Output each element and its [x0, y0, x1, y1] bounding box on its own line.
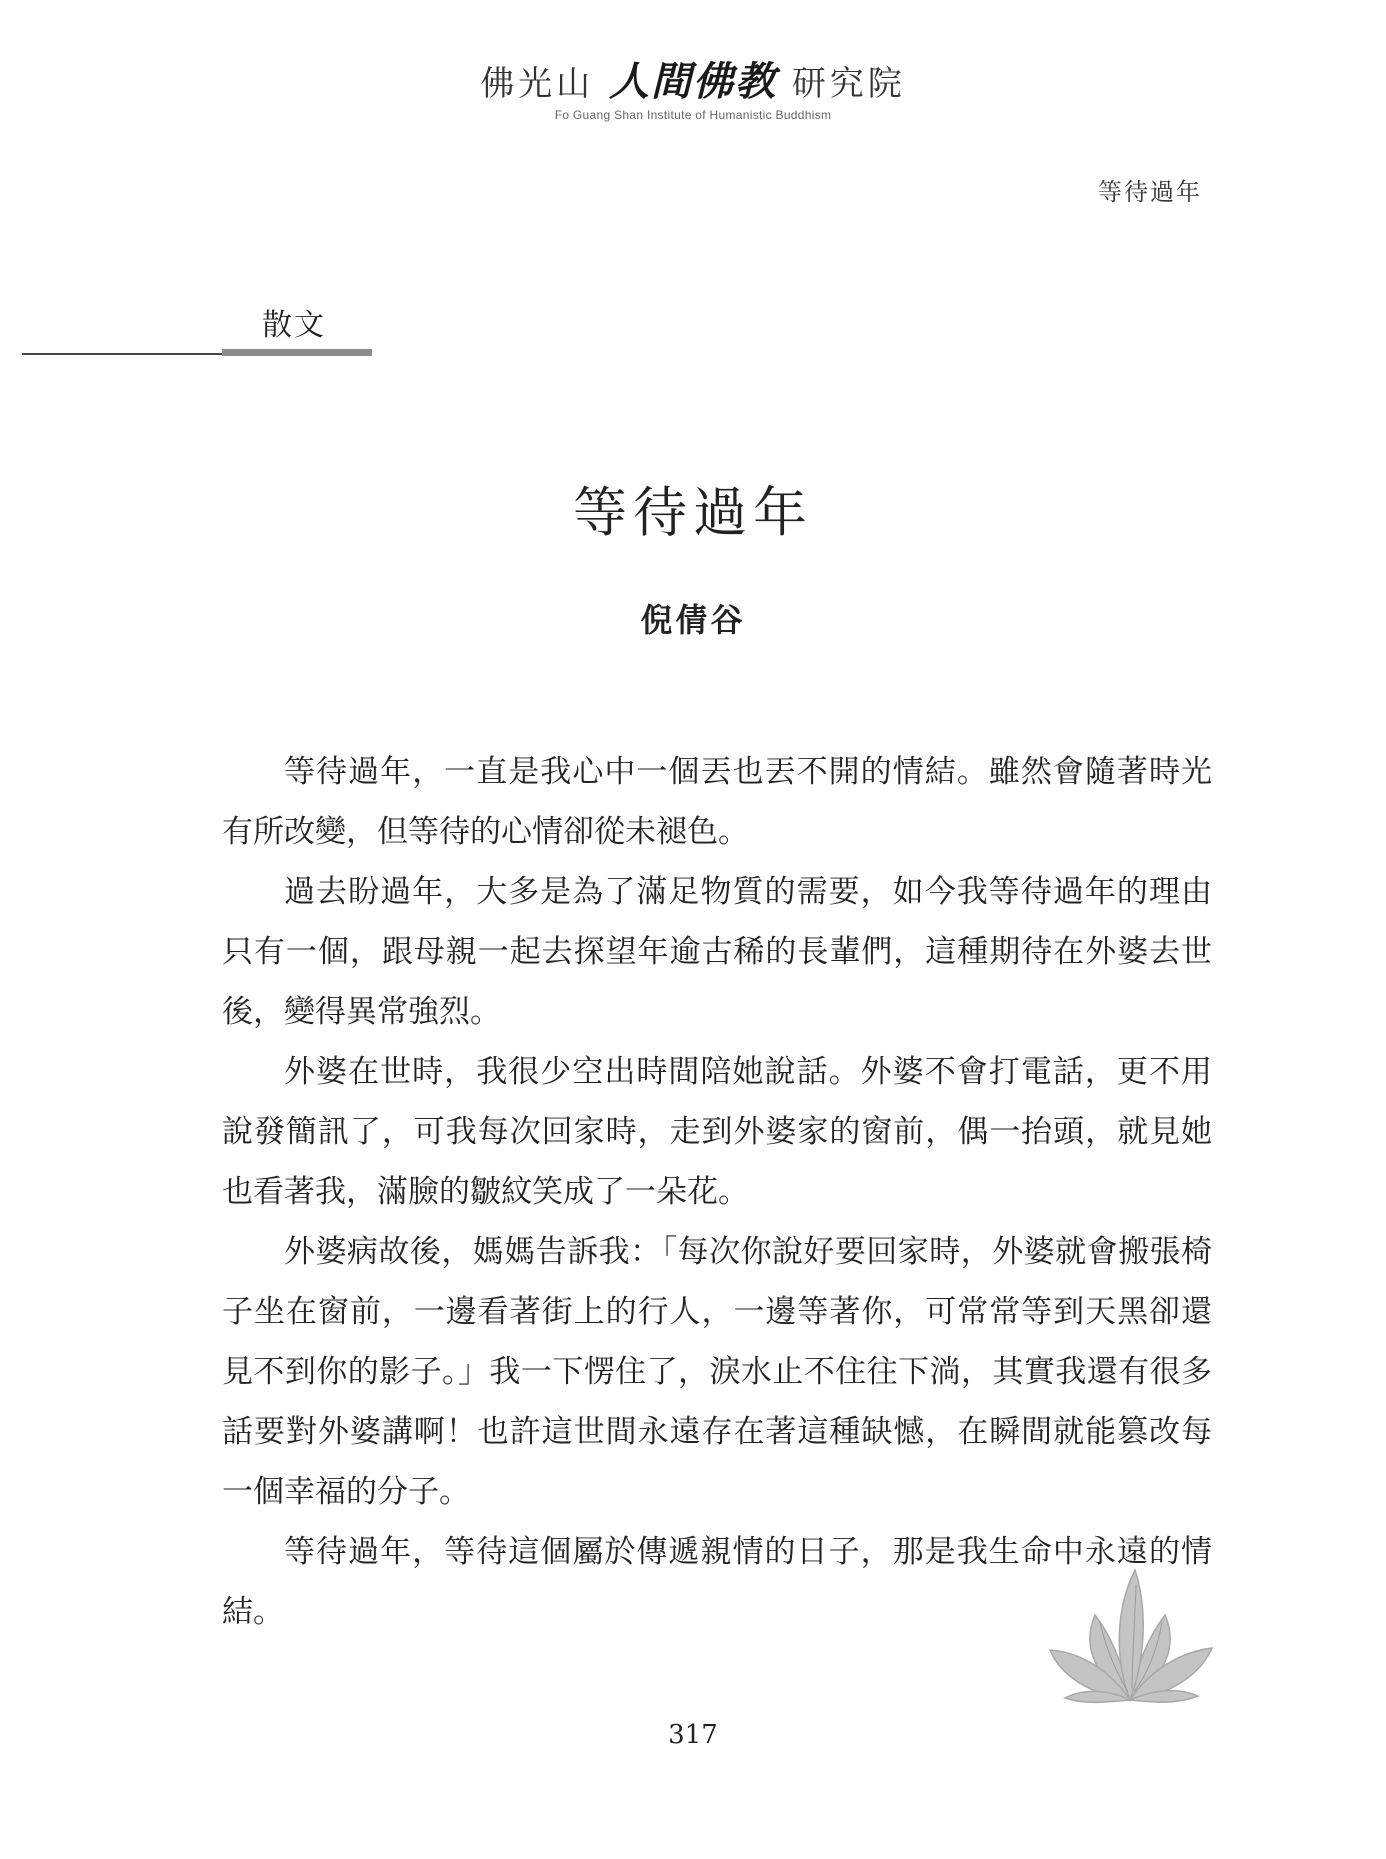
- article-title: 等待過年: [573, 481, 813, 544]
- running-header-title: 等待過年: [1098, 178, 1202, 206]
- paragraph-1: 等待過年，一直是我心中一個丟也丟不開的情結。雖然會隨著時光有所改變，但等待的心情卻從未褪色。: [222, 754, 1212, 850]
- logo-prefix: 佛光山: [480, 64, 595, 104]
- logo-calligraphy: 人間佛教: [609, 58, 777, 105]
- logo-suffix: 研究院: [791, 64, 906, 104]
- lotus-icon: [1040, 1560, 1220, 1710]
- logo-subtitle: Fo Guang Shan Institute of Humanistic Buddhism: [554, 108, 832, 122]
- logo-title: [0, 58, 1386, 105]
- institute-logo: [0, 58, 1386, 122]
- paragraph-2: 過去盼過年，大多是為了滿足物質的需要，如今我等待過年的理由只有一個，跟母親一起去探望年逾古稀的長輩們，這種期待在外婆去世後，變得異常強烈。: [222, 874, 1212, 1030]
- section-divider-accent: [222, 349, 372, 356]
- article-body: [222, 742, 1212, 1642]
- article-author: 倪倩谷: [640, 601, 746, 639]
- paragraph-4: 外婆病故後，媽媽告訴我：「每次你說好要回家時，外婆就會搬張椅子坐在窗前，一邊看著街上的行人，一邊等著你，可常常等到天黑卻還見不到你的影子。」我一下愣住了，淚水止不住往下淌，其實我還有很多話要對外婆講啊！也許這世間永遠存在著這種缺憾，在瞬間就能篡改每一個幸福的分子。: [222, 1234, 1212, 1510]
- paragraph-5: 等待過年，等待這個屬於傳遞親情的日子，那是我生命中永遠的情結。: [222, 1534, 1212, 1630]
- paragraph-3: 外婆在世時，我很少空出時間陪她說話。外婆不會打電話，更不用說發簡訊了，可我每次回家時，走到外婆家的窗前，偶一抬頭，就見她也看著我，滿臉的皺紋笑成了一朵花。: [222, 1054, 1212, 1210]
- section-label: 散文: [262, 308, 326, 343]
- page-number: 317: [668, 1720, 718, 1750]
